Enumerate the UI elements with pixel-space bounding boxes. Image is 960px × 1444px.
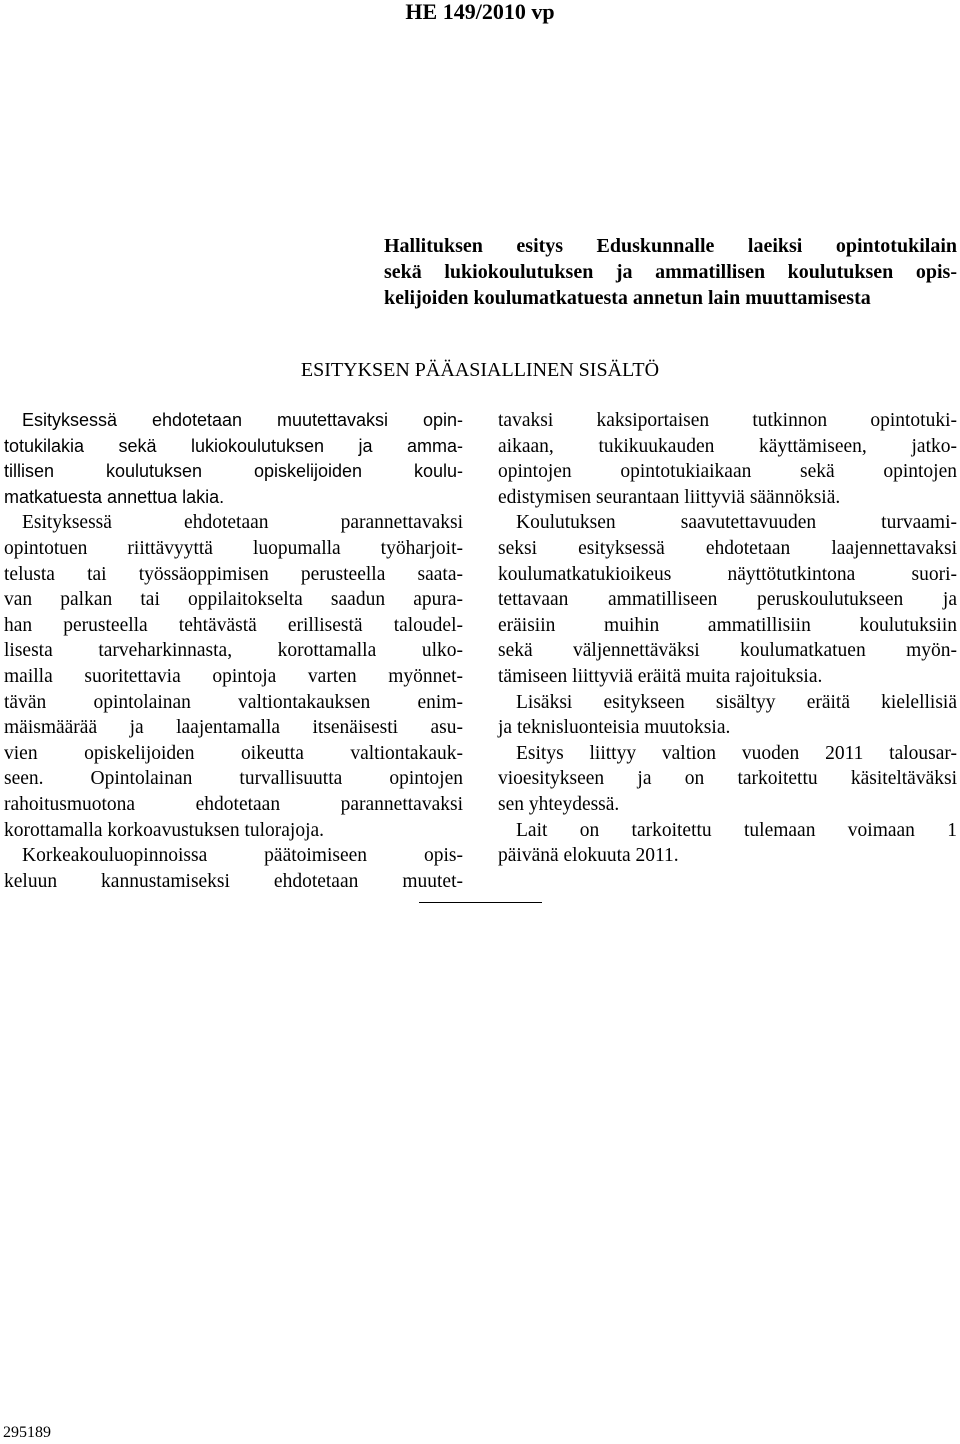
text-line: Esitys liittyy valtion vuoden 2011 talousar-: [516, 742, 957, 764]
text-line: vioesitykseen ja on tarkoitettu käsiteltäväksi: [498, 768, 957, 790]
text-line: totukilakia sekä lukiokoulutuksen ja amma-: [4, 435, 463, 456]
text-line: aikaan, tukikuukauden käyttämiseen, jatko-: [498, 435, 957, 457]
text-line: van palkan tai oppilaitokselta saadun apura-: [4, 589, 463, 611]
text-line: sekä väljennettäväksi koulumatkatuen myön-: [498, 640, 957, 662]
text-line: Korkeakouluopinnoissa päätoimiseen opis-: [22, 845, 463, 867]
text-line: opintotuen riittävyyttä luopumalla työharjoit-: [4, 537, 463, 559]
text-line: edistymisen seurantaan liittyviä säännöksiä.: [498, 486, 841, 508]
text-line: Lait on tarkoitettu tulemaan voimaan 1: [516, 819, 957, 841]
text-line: mailla suoritettavia opintoja varten myönnet-: [4, 665, 463, 687]
text-line: opintojen opintotukiaikaan sekä opintojen: [498, 461, 957, 483]
text-line: sen yhteydessä.: [498, 793, 620, 815]
text-line: tavaksi kaksiportaisen tutkinnon opintotuki-: [498, 410, 957, 431]
text-line: vien opiskelijoiden oikeutta valtiontakauk-: [4, 742, 463, 764]
right-column: [498, 408, 957, 869]
footer-code: 295189: [3, 1424, 51, 1441]
text-line: keluun kannustamiseksi ehdotetaan muutet-: [4, 870, 463, 892]
text-line: tillisen koulutuksen opiskelijoiden koulu-: [4, 461, 463, 482]
text-line: mäismäärää ja laajentamalla itsenäisesti asu-: [4, 717, 463, 739]
text-line: matkatuesta annettua lakia.: [4, 486, 225, 507]
end-rule: [419, 902, 542, 903]
text-line: korottamalla korkoavustuksen tulorajoja.: [4, 819, 325, 841]
title-line: Hallituksen esitys Eduskunnalle laeiksi opintotukilain: [384, 235, 957, 257]
text-line: päivänä elokuuta 2011.: [498, 845, 679, 867]
text-line: eräisiin muihin ammatillisiin koulutuksiin: [498, 614, 957, 636]
text-line: lisesta tarveharkinnasta, korottamalla ulko-: [4, 640, 463, 662]
document-id: HE 149/2010 vp: [405, 0, 555, 24]
text-line: Lisäksi esitykseen sisältyy eräitä kielellisiä: [516, 691, 957, 713]
text-line: koulumatkatukioikeus näyttötutkintona suori-: [498, 563, 957, 585]
text-line: Esityksessä ehdotetaan muutettavaksi opin-: [22, 410, 463, 430]
text-line: ja teknisluonteisia muutoksia.: [498, 717, 731, 739]
text-line: tävän opintolainan valtiontakauksen enim-: [4, 691, 463, 713]
text-line: Koulutuksen saavutettavuuden turvaami-: [516, 512, 957, 534]
text-line: han perusteella tehtävästä erillisestä taloudel-: [4, 614, 463, 636]
left-column: [4, 408, 463, 894]
text-line: Esityksessä ehdotetaan parannettavaksi: [22, 512, 463, 534]
text-line: seksi esityksessä ehdotetaan laajennettavaksi: [498, 537, 957, 559]
text-line: rahoitusmuotona ehdotetaan parannettavaksi: [4, 793, 463, 815]
text-line: tämiseen liittyviä eräitä muita rajoituksia.: [498, 665, 823, 687]
text-line: telusta tai työssäoppimisen perusteella saata-: [4, 563, 463, 585]
title-line: sekä lukiokoulutuksen ja ammatillisen koulutuksen opis-: [384, 261, 957, 283]
document-title: [384, 233, 957, 311]
title-line: kelijoiden koulumatkatuesta annetun lain muuttamisesta: [384, 287, 871, 309]
section-heading: ESITYKSEN PÄÄASIALLINEN SISÄLTÖ: [300, 359, 660, 381]
text-line: tettavaan ammatilliseen peruskoulutukseen ja: [498, 589, 957, 611]
text-line: seen. Opintolainan turvallisuutta opintojen: [4, 768, 463, 790]
